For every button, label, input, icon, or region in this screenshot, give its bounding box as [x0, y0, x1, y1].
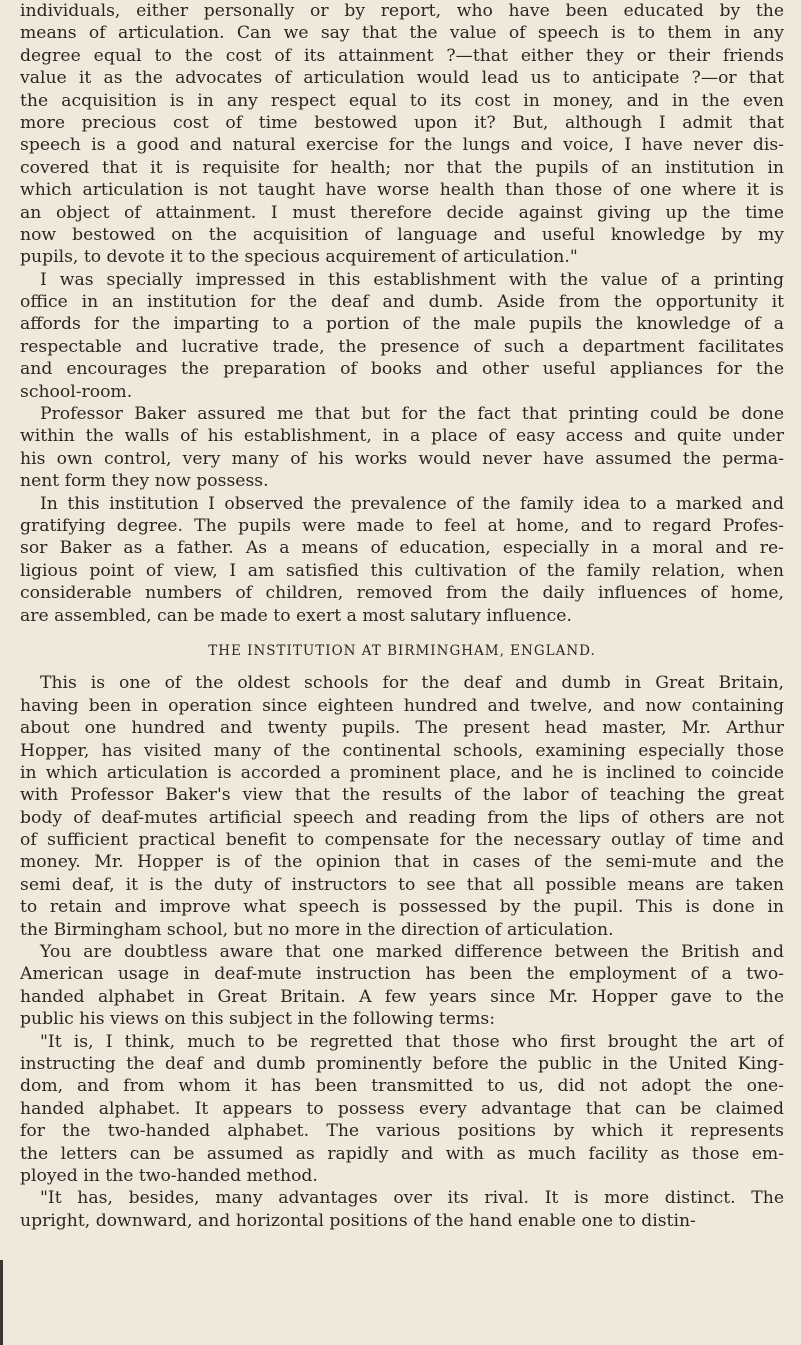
- text-line: office in an institution for the deaf and dumb. Aside from the opportunity it: [20, 292, 784, 313]
- text-line: You are doubtless aware that one marked difference between the British and: [40, 942, 784, 963]
- paragraph: [20, 672, 784, 941]
- text-line: and encourages the preparation of books and other useful appliances for the: [20, 359, 784, 380]
- text-line: American usage in deaf-mute instruction has been the employment of a two-: [20, 964, 784, 985]
- text-section-top: [20, 0, 784, 627]
- text-line: value it as the advocates of articulation would lead us to anticipate ?—or that: [20, 68, 784, 89]
- text-line: about one hundred and twenty pupils. The present head master, Mr. Arthur: [20, 718, 784, 739]
- text-line: covered that it is requisite for health; nor that the pupils of an institution in: [20, 157, 784, 178]
- text-line: for the two-handed alphabet. The various positions by which it represents: [20, 1121, 784, 1142]
- text-line: gratifying degree. The pupils were made to feel at home, and to regard Profes-: [20, 515, 784, 536]
- text-line: sor Baker as a father. As a means of education, especially in a moral and re-: [20, 538, 784, 559]
- page-edge: [0, 1260, 3, 1345]
- text-line: considerable numbers of children, removed from the daily influences of home,: [20, 583, 784, 604]
- text-line: an object of attainment. I must therefore decide against giving up the time: [20, 202, 784, 223]
- paragraph: [20, 493, 784, 627]
- paragraph: [20, 0, 784, 269]
- text-line: individuals, either personally or by report, who have been educated by the: [20, 1, 784, 21]
- text-line: the Birmingham school, but no more in the direction of articulation.: [20, 919, 614, 940]
- section-heading: THE INSTITUTION AT BIRMINGHAM, ENGLAND.: [208, 642, 596, 659]
- text-line: now bestowed on the acquisition of language and useful knowledge by my: [20, 224, 784, 245]
- text-line: affords for the imparting to a portion of the male pupils the knowledge of a: [20, 314, 784, 335]
- text-line: ligious point of view, I am satisfied this cultivation of the family relation, when: [20, 560, 784, 581]
- text-line: with Professor Baker's view that the results of the labor of teaching the great: [20, 785, 784, 806]
- paragraph: [20, 1187, 784, 1232]
- text-line: more precious cost of time bestowed upon it? But, although I admit that: [20, 112, 784, 133]
- text-line: school-room.: [20, 381, 133, 402]
- text-line: "It is, I think, much to be regretted that those who first brought the art of: [40, 1031, 784, 1052]
- text-line: instructing the deaf and dumb prominently before the public in the United King-: [20, 1053, 784, 1074]
- text-line: upright, downward, and horizontal positions of the hand enable one to distin-: [20, 1210, 696, 1231]
- paragraph: [20, 403, 784, 493]
- text-line: public his views on this subject in the following terms:: [20, 1009, 496, 1030]
- text-line: which articulation is not taught have worse health than those of one where it is: [20, 180, 784, 201]
- text-line: handed alphabet in Great Britain. A few years since Mr. Hopper gave to the: [20, 986, 784, 1007]
- text-line: This is one of the oldest schools for the deaf and dumb in Great Britain,: [40, 673, 784, 694]
- text-line: the acquisition is in any respect equal to its cost in money, and in the even: [20, 90, 784, 111]
- text-line: to retain and improve what speech is possessed by the pupil. This is done in: [20, 897, 784, 918]
- text-line: respectable and lucrative trade, the presence of such a department facilitates: [20, 336, 784, 357]
- text-line: "It has, besides, many advantages over its rival. It is more distinct. The: [40, 1188, 784, 1209]
- text-line: Hopper, has visited many of the continental schools, examining especially those: [20, 740, 784, 761]
- text-line: body of deaf-mutes artificial speech and reading from the lips of others are not: [20, 807, 784, 828]
- page-text: [20, 0, 784, 1232]
- text-line: are assembled, can be made to exert a most salutary influence.: [20, 605, 572, 626]
- text-line: having been in operation since eighteen hundred and twelve, and now containing: [20, 695, 784, 716]
- text-line: semi deaf, it is the duty of instructors to see that all possible means are taken: [20, 874, 784, 895]
- paragraph: [20, 941, 784, 1031]
- text-line: In this institution I observed the prevalence of the family idea to a marked and: [40, 493, 784, 514]
- text-line: of sufficient practical benefit to compensate for the necessary outlay of time and: [20, 830, 784, 851]
- text-line: dom, and from whom it has been transmitted to us, did not adopt the one-: [20, 1076, 784, 1097]
- text-line: the letters can be assumed as rapidly and with as much facility as those em-: [20, 1143, 784, 1164]
- text-line: pupils, to devote it to the specious acquirement of articulation.": [20, 247, 578, 268]
- text-section-bottom: [20, 672, 784, 1232]
- text-line: in which articulation is accorded a prominent place, and he is inclined to coincide: [20, 762, 784, 783]
- text-line: handed alphabet. It appears to possess every advantage that can be claimed: [20, 1098, 784, 1119]
- text-line: degree equal to the cost of its attainment ?—that either they or their friends: [20, 45, 784, 66]
- text-line: means of articulation. Can we say that the value of speech is to them in any: [20, 23, 784, 44]
- text-line: money. Mr. Hopper is of the opinion that in cases of the semi-mute and the: [20, 852, 784, 873]
- text-line: within the walls of his establishment, in a place of easy access and quite under: [20, 426, 784, 447]
- text-line: I was specially impressed in this establishment with the value of a printing: [40, 269, 784, 290]
- text-line: speech is a good and natural exercise for the lungs and voice, I have never dis-: [20, 135, 784, 156]
- text-line: nent form they now possess.: [20, 471, 269, 492]
- text-line: ployed in the two-handed method.: [20, 1165, 318, 1186]
- paragraph: [20, 1031, 784, 1188]
- paragraph: [20, 269, 784, 403]
- text-line: Professor Baker assured me that but for the fact that printing could be done: [40, 404, 784, 425]
- text-line: his own control, very many of his works would never have assumed the perma-: [20, 448, 784, 469]
